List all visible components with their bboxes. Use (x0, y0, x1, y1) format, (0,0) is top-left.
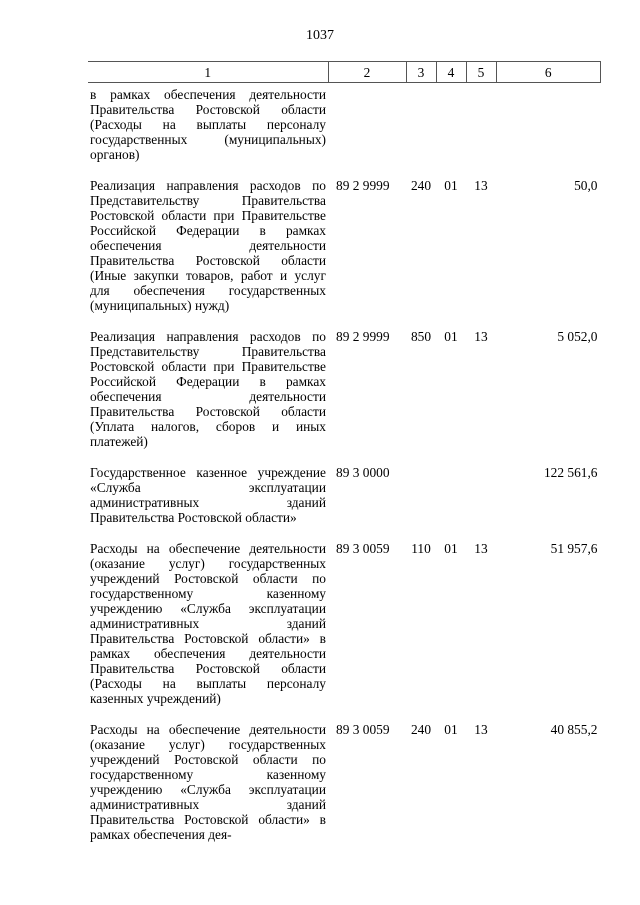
row-expense-type: 850 (410, 329, 432, 344)
table-row (88, 449, 601, 525)
row-description: Реализация направления расходов по Представительству Правительства Ростовской области при Правительстве Российской Федерации в рамках обеспечения деятельности Правительства Ростовской области (Иные закупки товаров, работ и услуг для обеспечения государственных (муниципальных) нужд) (90, 178, 326, 313)
table-row (88, 313, 601, 449)
row-section: 01 (444, 178, 458, 193)
row-expense-type: 240 (410, 178, 432, 193)
row-expense-type: 240 (410, 722, 432, 737)
row-subsection: 13 (474, 722, 488, 737)
row-amount: 51 957,6 (550, 541, 598, 556)
row-subsection (466, 83, 496, 163)
table-header-row (88, 62, 601, 83)
table-row (88, 162, 601, 313)
row-amount: 122 561,6 (543, 465, 598, 480)
column-header-3: 3 (406, 62, 436, 83)
column-header-5: 5 (466, 62, 496, 83)
table-row (88, 83, 601, 163)
row-target-code: 89 3 0059 (336, 722, 390, 737)
row-section (436, 83, 466, 163)
row-amount: 50,0 (574, 178, 598, 193)
row-subsection: 13 (474, 541, 488, 556)
row-subsection (466, 449, 496, 525)
row-amount (496, 83, 601, 163)
row-section: 01 (444, 541, 458, 556)
row-section: 01 (444, 329, 458, 344)
row-target-code: 89 2 9999 (336, 178, 390, 193)
row-section: 01 (444, 722, 458, 737)
column-header-6: 6 (496, 62, 601, 83)
row-subsection: 13 (474, 178, 488, 193)
row-section (436, 449, 466, 525)
page-number: 1037 (306, 28, 334, 43)
row-amount: 5 052,0 (557, 329, 598, 344)
row-description: в рамках обеспечения деятельности Правительства Ростовской области (Расходы на выплаты персоналу государственных (муниципальных) органов) (90, 87, 326, 162)
budget-table (88, 61, 601, 842)
row-target-code: 89 3 0059 (336, 541, 390, 556)
row-expense-type: 110 (411, 541, 431, 556)
column-header-4: 4 (436, 62, 466, 83)
column-header-1: 1 (88, 62, 328, 83)
row-description: Реализация направления расходов по Представительству Правительства Ростовской области при Правительстве Российской Федерации в рамках обеспечения деятельности Правительства Ростовской области (Уплата налогов, сборов и иных платежей) (90, 329, 326, 449)
row-target-code: 89 2 9999 (336, 329, 390, 344)
row-target-code: 89 3 0000 (336, 465, 390, 480)
row-subsection: 13 (474, 329, 488, 344)
row-expense-type (406, 449, 436, 525)
column-header-2: 2 (328, 62, 406, 83)
row-amount: 40 855,2 (550, 722, 598, 737)
table-row (88, 525, 601, 706)
table-row (88, 706, 601, 842)
row-description: Расходы на обеспечение деятельности (оказание услуг) государственных учреждений Ростовской области по государственному казенному учреждению «Служба эксплуатации административных зданий Правительства Ростовской области» в рамках обеспечения деятельности Правительства Ростовской области (Расходы на выплаты персоналу казенных учреждений) (90, 541, 326, 706)
row-target-code (328, 83, 406, 163)
row-description: Государственное казенное учреждение «Служба эксплуатации административных зданий Правительства Ростовской области» (90, 465, 326, 525)
row-description: Расходы на обеспечение деятельности (оказание услуг) государственных учреждений Ростовской области по государственному казенному учреждению «Служба эксплуатации административных зданий Правительства Ростовской области» в рамках обеспечения дея- (90, 722, 326, 842)
row-expense-type (406, 83, 436, 163)
